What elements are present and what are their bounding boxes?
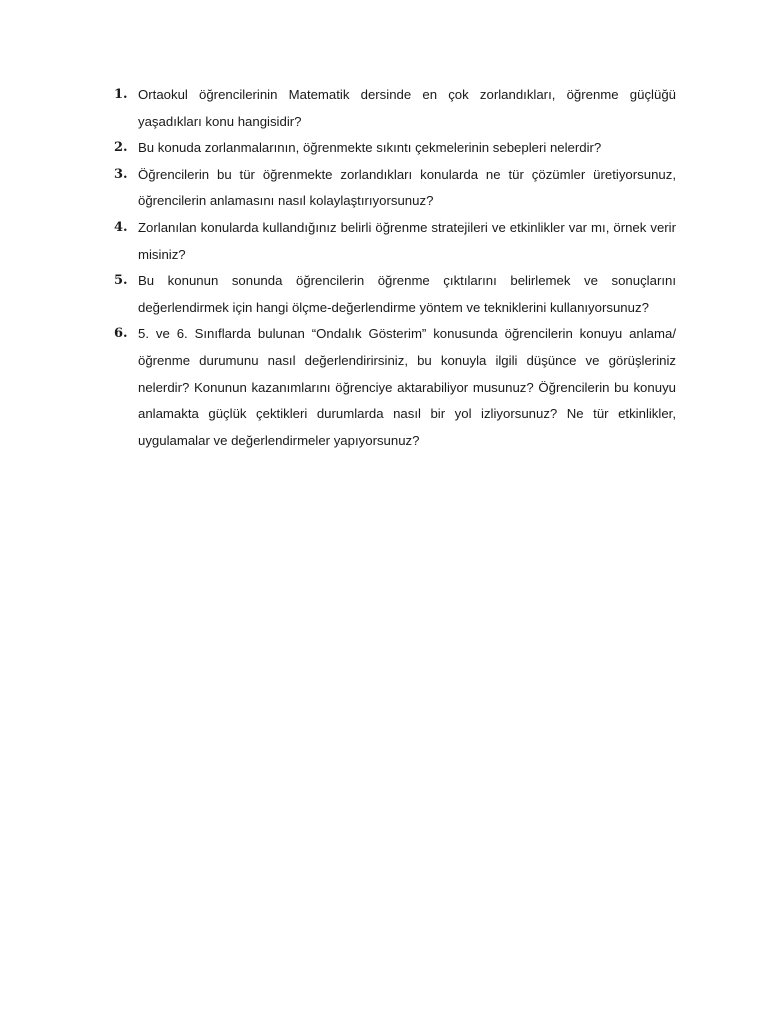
question-number: 3. xyxy=(114,166,128,182)
question-number: 1. xyxy=(114,87,128,102)
question-item-5 xyxy=(108,268,676,321)
question-item-2 xyxy=(108,135,676,162)
question-list xyxy=(108,82,676,454)
question-number: 4. xyxy=(114,219,128,235)
question-text: Öğrencilerin bu tür öğrenmekte zorlandıkları konularda ne tür çözümler üretiyorsunuz, öğrencilerin anlamasını nasıl kolaylaştırıyorsunuz? xyxy=(138,166,676,209)
question-number: 5. xyxy=(114,273,128,289)
question-item-1 xyxy=(108,82,676,135)
question-number: 2. xyxy=(114,140,128,156)
question-text: Bu konuda zorlanmalarının, öğrenmekte sıkıntı çekmelerinin sebepleri nelerdir? xyxy=(138,140,602,156)
question-item-3 xyxy=(108,162,676,215)
question-item-6 xyxy=(108,321,676,454)
question-text: Bu konunun sonunda öğrencilerin öğrenme çıktılarını belirlemek ve sonuçlarını değerlendirmek için hangi ölçme-değerlendirme yöntem ve tekniklerini kullanıyorsunuz? xyxy=(138,273,676,315)
question-number: 6. xyxy=(114,326,128,342)
question-text: Ortaokul öğrencilerinin Matematik dersinde en çok zorlandıkları, öğrenme güçlüğü yaşadıkları konu hangisidir? xyxy=(138,87,676,129)
question-text: Zorlanılan konularda kullandığınız belirli öğrenme stratejileri ve etkinlikler var mı, örnek verir misiniz? xyxy=(138,219,676,262)
question-item-4 xyxy=(108,215,676,268)
question-text: 5. ve 6. Sınıflarda bulunan “Ondalık Gösterim” konusunda öğrencilerin konuyu anlama/öğrenme durumunu nasıl değerlendirirsiniz, bu konuyla ilgili düşünce ve görüşleriniz nelerdir? Konunun kazanımlarını öğrenciye aktarabiliyor musunuz? Öğrencilerin bu konuyu anlamakta güçlük çektikleri durumlarda nasıl bir yol izliyorsunuz? Ne tür etkinlikler, uygulamalar ve değerlendirmeler yapıyorsunuz? xyxy=(138,326,676,448)
